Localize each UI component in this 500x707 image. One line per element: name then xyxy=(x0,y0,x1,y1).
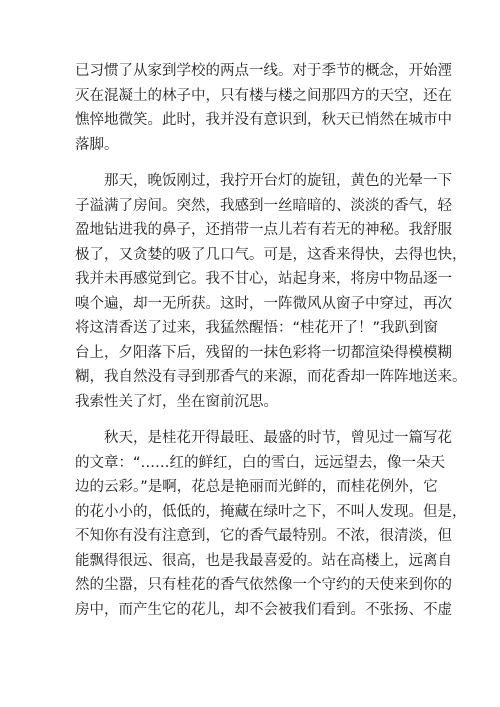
text-line: 然的尘嚣，只有桂花的香气依然像一个守约的天使来到你的 xyxy=(75,577,452,593)
text-line: 台上，夕阳落下后，残留的一抹色彩将一切都渲染得模模糊 xyxy=(75,344,452,361)
text-line: 落脚。 xyxy=(75,136,119,153)
text-line: 我索性关了灯，坐在窗前沉思。 xyxy=(75,393,278,410)
text-line: 的花小小的，低低的，掩藏在绿叶之下，不叫人发现。但是， xyxy=(75,503,467,520)
paragraph-2 xyxy=(75,169,467,414)
text-line: 的文章：“……红的鲜红，白的雪白，远远望去，像一朵天 xyxy=(75,454,446,471)
paragraph-1 xyxy=(75,59,452,157)
text-line: 房中，而产生它的花儿，却不会被我们看到。不张扬、不虚 xyxy=(75,601,452,618)
text-line: 将这清香送了过来，我猛然醒悟：“桂花开了！”我趴到窗 xyxy=(75,320,439,336)
text-line: 盈地钻进我的鼻子，还捎带一点儿若有若无的神秘。我舒服 xyxy=(75,222,452,238)
paragraph-gap xyxy=(75,157,431,169)
text-line: 灭在混凝土的林子中，只有楼与楼之间那四方的天空，还在 xyxy=(75,87,452,104)
text-line: 憔悴地微笑。此时，我并没有意识到，秋天已悄然在城市中 xyxy=(75,112,452,128)
paragraph-3 xyxy=(75,426,467,622)
text-line: 极了，又贪婪的吸了几口气。可是，这香来得快，去得也快， xyxy=(75,246,467,263)
essay-text xyxy=(75,59,467,622)
text-line: 边的云彩。”是啊，花总是艳丽而光鲜的，而桂花例外，它 xyxy=(75,479,438,495)
text-line: 不知你有没有注意到，它的香气最特别。不浓，很清淡，但 xyxy=(75,528,452,544)
text-line: 我并未再感觉到它。我不甘心，站起身来，将房中物品逐一 xyxy=(75,271,452,287)
text-line: 嗅个遍，却一无所获。这时，一阵微风从窗子中穿过，再次 xyxy=(75,295,452,312)
text-line: 那天，晚饭刚过，我拧开台灯的旋钮，黄色的光晕一下 xyxy=(75,173,452,189)
text-line: 能飘得很远、很高，也是我最喜爱的。站在高楼上，远离自 xyxy=(75,552,452,569)
paragraph-gap xyxy=(75,414,431,426)
text-line: 秋天，是桂花开得最旺、最盛的时节，曾见过一篇写花 xyxy=(75,430,452,446)
text-line: 已习惯了从家到学校的两点一线。对于季节的概念，开始湮 xyxy=(75,63,452,79)
text-line: 子溢满了房间。突然，我感到一丝暗暗的、淡淡的香气，轻 xyxy=(75,197,452,214)
text-line: 糊，我自然没有寻到那香气的来源，而花香却一阵阵地送来。 xyxy=(75,369,467,385)
